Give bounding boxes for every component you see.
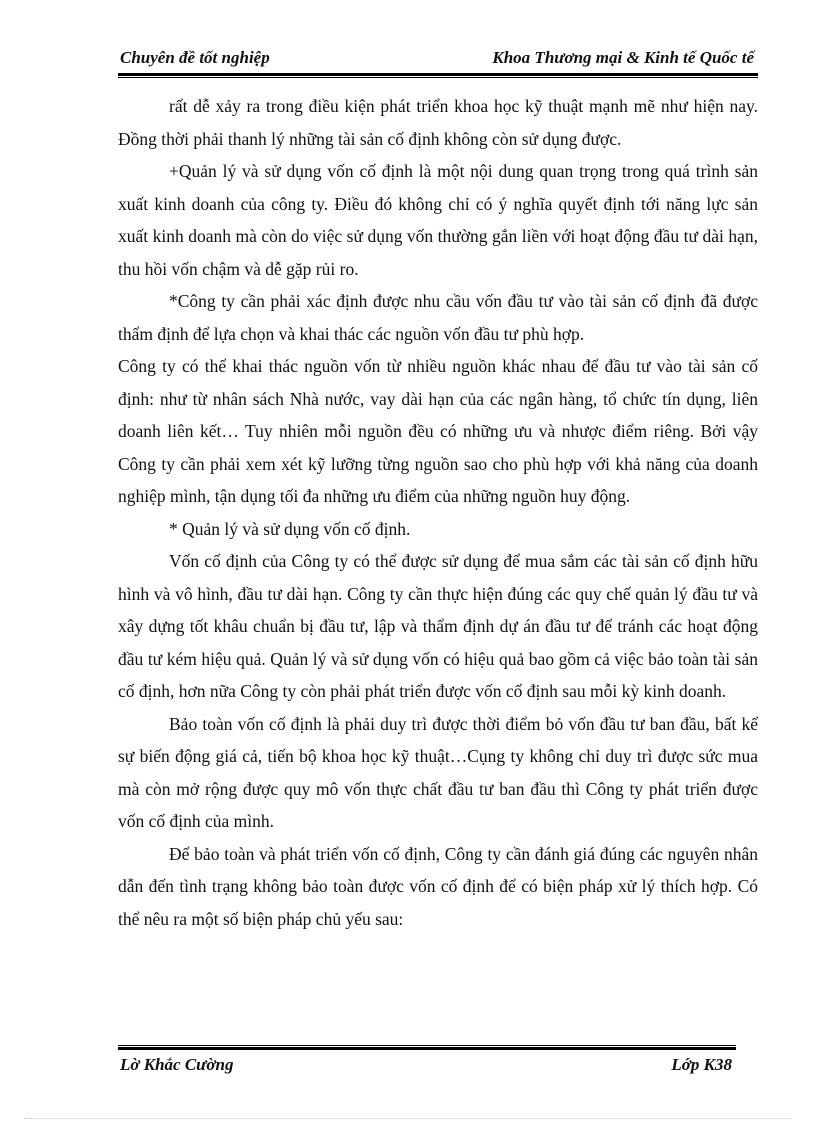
page-header — [118, 48, 758, 72]
paragraph-6: Bảo toàn vốn cố định là phải duy trì được thời điểm bỏ vốn đầu tư ban đầu, bất kể sự biến động giá cả, tiến bộ khoa học kỹ thuật…Cụng ty không chỉ duy trì được sức mua mà còn mở rộng được quy mô vốn thực chất đầu tư ban đầu thì Công ty phát triển được vốn cố định của mình. — [118, 713, 758, 831]
section-heading-fixed-capital: * Quản lý và sử dụng vốn cố định. — [169, 518, 411, 539]
header-thesis-title: Chuyên đề tốt nghiệp — [120, 48, 270, 67]
paragraph-4: Công ty có thể khai thác nguồn vốn từ nhiều nguồn khác nhau để đầu tư vào tài sản cố định: như từ nhân sách Nhà nước, vay dài hạn của các ngân hàng, tổ chức tín dụng, liên doanh liên kết… Tuy nhiên mỗi nguồn đều có những ưu và nhược điểm riêng. Bởi vậy Công ty cần phải xem xét kỹ lưỡng từng nguồn sao cho phù hợp với khả năng của doanh nghiệp mình, tận dụng tối đa những ưu điểm của những nguồn huy động. — [118, 356, 758, 506]
page-edge — [24, 1118, 792, 1119]
paragraph-5: Vốn cố định của Công ty có thể được sử dụng để mua sắm các tài sản cố định hữu hình và vô hình, đầu tư dài hạn. Công ty cần thực hiện đúng các quy chế quản lý đầu tư và xây dựng tốt khâu chuẩn bị đầu tư, lập và thẩm định dự án đầu tư để tránh các hoạt động đầu tư kém hiệu quả. Quản lý và sử dụng vốn có hiệu quả bao gồm cả việc bảo toàn tài sản cố định, hơn nữa Công ty còn phải phát triển được vốn cố định sau mỗi kỳ kinh doanh. — [118, 551, 758, 701]
footer-class: Lớp K38 — [671, 1055, 732, 1074]
paragraph-7: Để bảo toàn và phát triển vốn cố định, Công ty cần đánh giá đúng các nguyên nhân dẫn đến tình trạng không bảo toàn được vốn cố định để có biện pháp xử lý thích hợp. Có thể nêu ra một số biện pháp chủ yếu sau: — [118, 843, 758, 929]
footer-divider — [118, 1045, 736, 1050]
header-divider — [118, 73, 758, 78]
footer-author: Lờ Khắc Cường — [120, 1055, 234, 1074]
page-footer — [118, 1055, 736, 1079]
header-faculty: Khoa Thương mại & Kinh tế Quốc tế — [492, 48, 754, 67]
paragraph-3: *Công ty cần phải xác định được nhu cầu vốn đầu tư vào tài sản cố định đã được thẩm định để lựa chọn và khai thác các nguồn vốn đầu tư phù hợp. — [118, 291, 758, 344]
paragraph-1: rất dễ xảy ra trong điều kiện phát triển khoa học kỹ thuật mạnh mẽ như hiện nay. Đồng thời phải thanh lý những tài sản cố định không còn sử dụng được. — [118, 96, 758, 149]
document-body — [118, 90, 758, 935]
paragraph-2: +Quản lý và sử dụng vốn cố định là một nội dung quan trọng trong quá trình sản xuất kinh doanh của công ty. Điều đó không chỉ có ý nghĩa quyết định tới năng lực sản xuất kinh doanh mà còn do việc sử dụng vốn thường gắn liền với hoạt động đầu tư dài hạn, thu hồi vốn chậm và dễ gặp rủi ro. — [118, 161, 758, 279]
